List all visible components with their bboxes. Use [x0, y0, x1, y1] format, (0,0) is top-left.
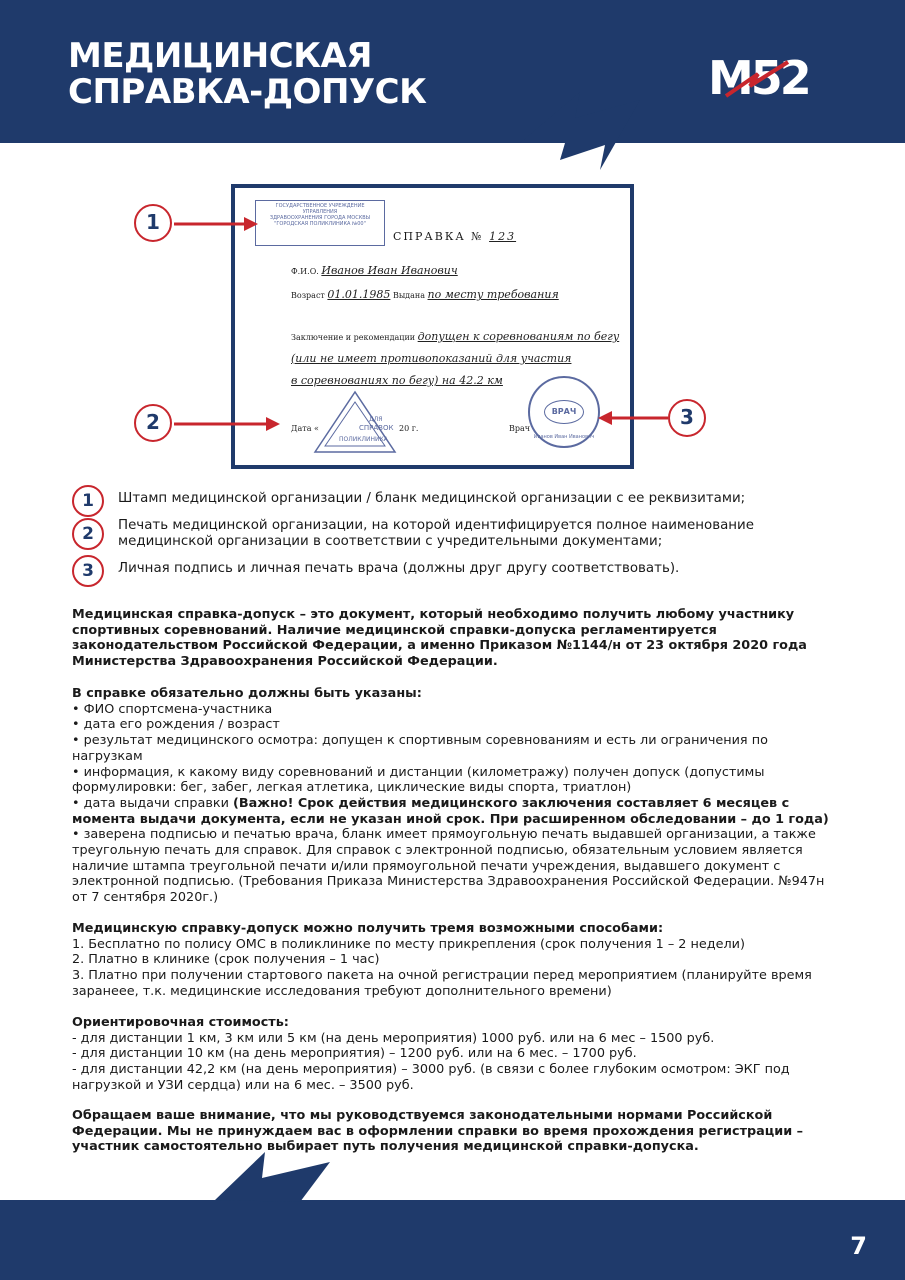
cost-section: [72, 1015, 842, 1094]
list-item: 3. Платно при получении стартового пакета на очной регистрации перед мероприятием (планируйте время заранееe, т.к. медицинские исследования требуют дополнительного времени): [72, 968, 812, 999]
lightning-decoration-icon: [0, 1140, 905, 1210]
page-title: МЕДИЦИНСКАЯ СПРАВКА-ДОПУСК: [68, 36, 427, 112]
age-line: Возраст 01.01.1985 Выдана по месту требования: [291, 288, 559, 301]
intro-paragraph: Медицинская справка-допуск – это документ, который необходимо получить любому участнику спортивных соревнований. Наличие медицинской справки-допуска регламентируется законодательством Российской Федерации, а именно Приказом №1144/н от 23 октября 2020 года Министерства Здравоохранения Российской Федерации.: [72, 607, 807, 670]
arrow-right-icon: [174, 414, 280, 434]
required-fields-section: [72, 686, 842, 906]
organization-stamp: ГОСУДАРСТВЕННОЕ УЧРЕЖДЕНИЕ УПРАВЛЕНИЯ ЗДРАВООХРАНЕНИЯ ГОРОДА МОСКВЫ "ГОРОДСКАЯ ПОЛИКЛИНИКА №00": [255, 200, 385, 246]
list-item: • результат медицинского осмотра: допущен к спортивным соревнованиям и есть ли ограничения по нагрузкам: [72, 733, 768, 764]
triangle-seal-text: СПРАВОК: [359, 424, 394, 432]
conclusion-line: Заключение и рекомендации допущен к соревнованиям по бегу: [291, 330, 620, 343]
arrow-left-icon: [598, 408, 668, 428]
sample-certificate-image: [231, 184, 634, 469]
section-heading: В справке обязательно должны быть указаны:: [72, 686, 422, 701]
ways-section: [72, 921, 842, 1000]
arrow-right-icon: [174, 214, 258, 234]
legend-text: Печать медицинской организации, на которой идентифицируется полное наименование медицинской организации в соответствии с учредительными документами;: [118, 518, 754, 549]
conclusion-line-3: в соревнованиях по бегу) на 42.2 км: [291, 374, 503, 387]
legend-text: Штамп медицинской организации / бланк медицинской организации с ее реквизитами;: [118, 491, 746, 506]
svg-text:М52: М52: [708, 52, 809, 100]
footer-banner: [0, 1200, 905, 1280]
triangle-seal-icon: [305, 388, 405, 458]
legend-number: 2: [72, 518, 104, 550]
callout-2: 2: [134, 404, 172, 442]
notice-paragraph: Обращаем ваше внимание, что мы руководствуемся законодательными нормами Российской Федерации. Мы не принуждаем вас в оформлении справки во время прохождения регистрации – участник самостоятельно выбирает путь получения медицинской справки-допуска.: [72, 1108, 804, 1155]
date-line: Дата «: [291, 424, 319, 433]
list-item: • дата выдачи справки (Важно! Срок действия медицинского заключения составляет 6 месяцев с момента выдачи документа, если не указан иной срок. При расширенном обследовании – до 1 года): [72, 795, 829, 827]
doctor-seal-center: ВРАЧ: [544, 400, 584, 424]
date-year: 20 г.: [399, 424, 419, 433]
page-number: 7: [850, 1232, 867, 1260]
list-item: - для дистанции 1 км, 3 км или 5 км (на день мероприятия) 1000 руб. или на 6 мес – 1500 руб.: [72, 1030, 715, 1046]
list-item: 2. Платно в клинике (срок получения – 1 час): [72, 952, 380, 968]
doctor-label: Врач: [509, 424, 531, 433]
list-item: - для дистанции 10 км (на день мероприятия) – 1200 руб. или на 6 мес. – 1700 руб.: [72, 1046, 637, 1062]
triangle-seal-text: ПОЛИКЛИНИКА: [339, 436, 388, 443]
legend-text: Личная подпись и личная печать врача (должны друг другу соответствовать).: [118, 561, 680, 576]
triangle-seal-text: ДЛЯ: [369, 416, 383, 423]
list-item: 1. Бесплатно по полису ОМС в поликлинике по месту прикрепления (срок получения 1 – 2 недели): [72, 936, 745, 952]
callout-1: 1: [134, 204, 172, 242]
legend-number: 3: [72, 555, 104, 587]
callout-3: 3: [668, 399, 706, 437]
list-item: • заверена подписью и печатью врача, бланк имеет прямоугольную печать выдавшей организации, а также треугольную печать для справок. Для справок с электронной подписью, обязательным условием является наличие штампа треугольной печати и/или прямоугольной печати учреждения, выдавшего документ с электронной подписью. (Требования Приказа Министерства Здравоохранения Российской Федерации. №947н от 7 сентября 2020г.): [72, 827, 825, 906]
section-heading: Ориентировочная стоимость:: [72, 1015, 289, 1030]
fio-line: Ф.И.О. Иванов Иван Иванович: [291, 264, 458, 277]
doctor-seal-ring-text: Иванов Иван Иванович: [533, 434, 595, 440]
certificate-title: СПРАВКА № 123: [393, 230, 517, 243]
list-item: - для дистанции 42,2 км (на день мероприятия) – 3000 руб. (в связи с более глубоким осмотром: ЭКГ под нагрузкой и УЗИ сердца) или на 6 мес. – 3500 руб.: [72, 1062, 790, 1093]
list-item: • ФИО спортсмена-участника: [72, 701, 273, 717]
section-heading: Медицинскую справку-допуск можно получить тремя возможными способами:: [72, 921, 664, 936]
m52-logo: [708, 52, 838, 100]
doctor-seal: [528, 376, 600, 448]
list-item: • информация, к какому виду соревнований и дистанции (километражу) получен допуск (допустимы формулировки: бег, забег, легкая атлетика, циклические виды спорта, триатлон): [72, 764, 765, 796]
list-item: • дата его рождения / возраст: [72, 717, 280, 733]
legend-number: 1: [72, 485, 104, 517]
conclusion-line-2: (или не имеет противопоказаний для участия: [291, 352, 572, 365]
